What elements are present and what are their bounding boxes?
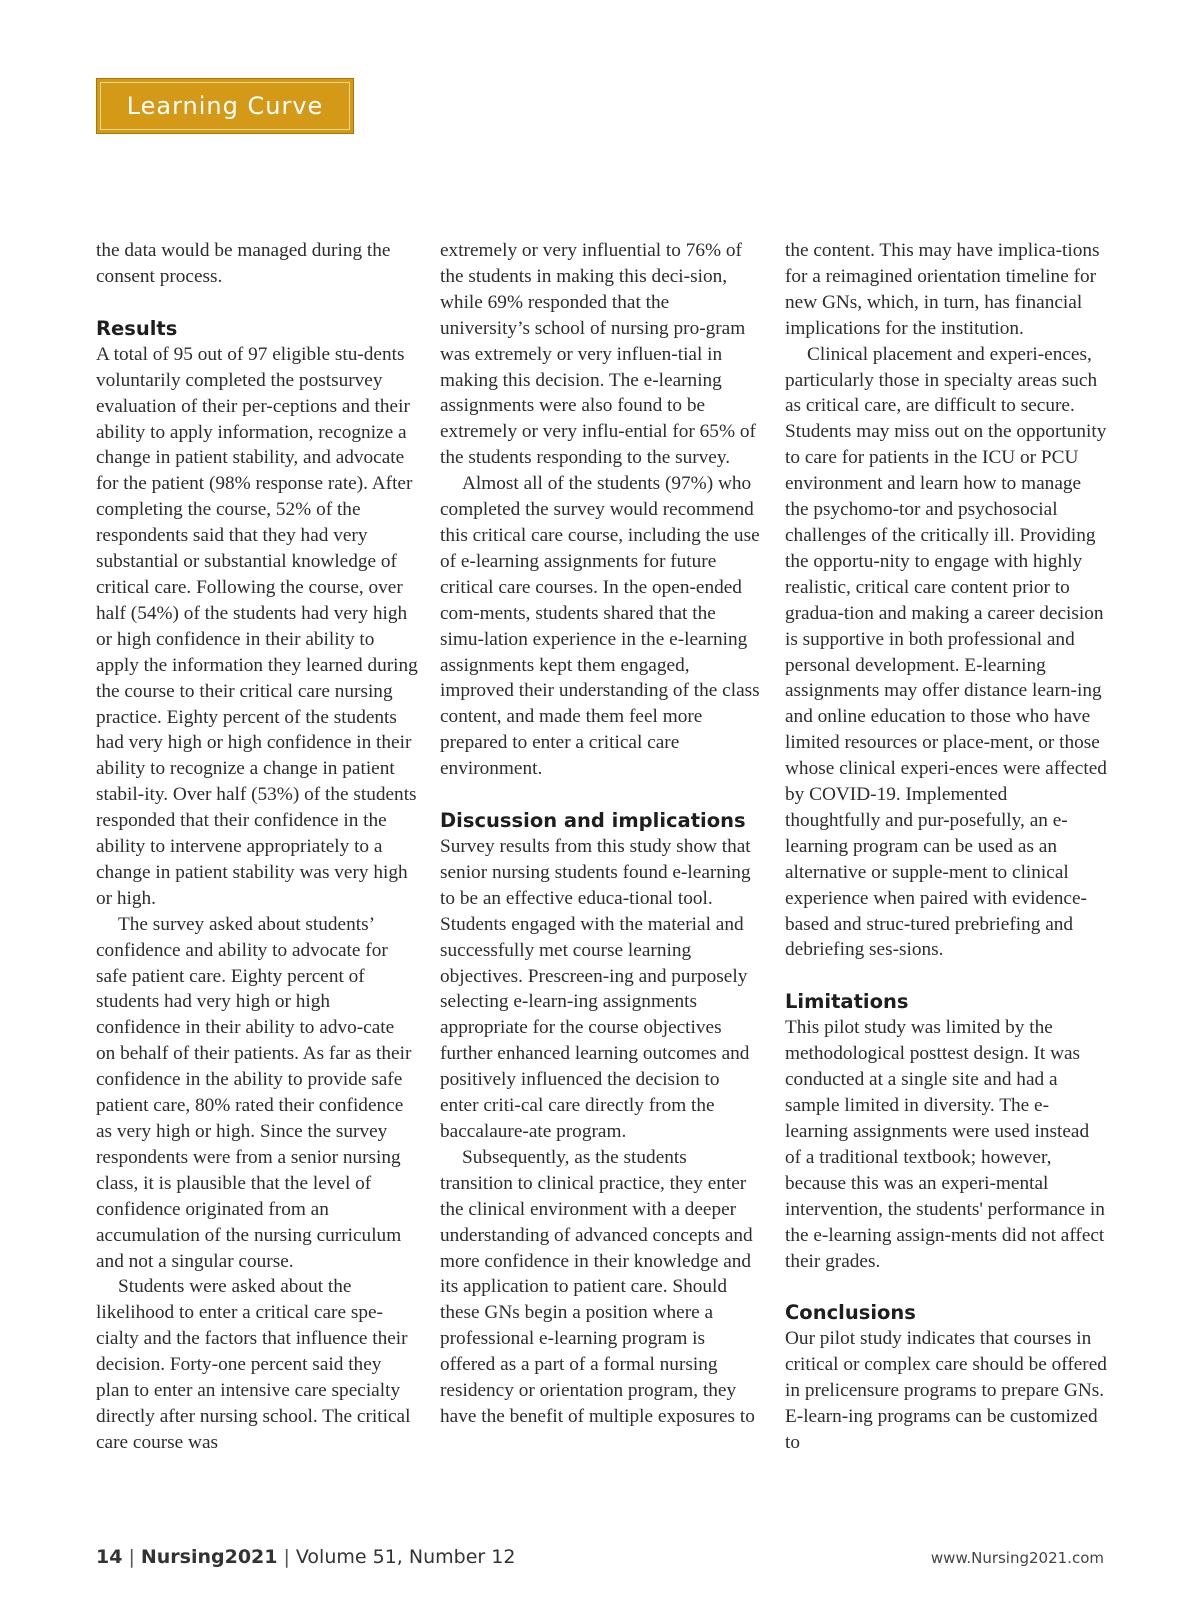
page-number: 14 (96, 1546, 123, 1568)
paragraph: extremely or very influential to 76% of the students in making this deci-sion, while 69% responded that the university’s school of nursing pro-gram was extremely or very influen-tial in making this decision. The e-learning assignments were also found to be extremely or very influ-ential for 65% of the students responding to the survey. (440, 240, 756, 469)
section-heading-limitations: Limitations (785, 990, 909, 1014)
section-banner (96, 78, 354, 134)
section-heading-results: Results (96, 316, 178, 340)
section-banner-label: Learning Curve (126, 92, 324, 120)
paragraph: Clinical placement and experi-ences, particularly those in specialty areas such as critical care, are difficult to secure. Students may miss out on the opportunity to care for patients in the ICU or PCU environment and learn how to manage the psychomo-tor and psychosocial challenges of the critically ill. Providing the opportu-nity to engage with highly realistic, critical care content prior to gradua-tion and making a career decision is supportive in both professional and personal development. E-learning assignments may offer distance learn-ing and online education to those who have limited resources or place-ment, or those whose clinical experi-ences were affected by COVID-19. Implemented thoughtfully and pur-posefully, an e-learning program can be used as an alternative or supple-ment to clinical experience when paired with evidence-based and struc-tured prebriefing and debriefing ses-sions. (785, 343, 1107, 961)
website-url: www.Nursing2021.com (930, 1549, 1104, 1567)
article-column-2 (440, 238, 762, 1430)
section-heading-discussion: Discussion and implications (440, 809, 746, 833)
paragraph: Our pilot study indicates that courses in critical or complex care should be offered in prelicensure programs to prepare GNs. E-learn-ing programs can be customized to (785, 1328, 1107, 1454)
footer-separator: | (283, 1546, 290, 1568)
paragraph: Subsequently, as the students transition to clinical practice, they enter the clinical environment with a deeper understanding of advanced concepts and more confidence in their knowledge and its application to patient care. Should these GNs begin a position where a professional e-learning program is offered as a part of a formal nursing residency or orientation program, they have the benefit of multiple exposures to (440, 1146, 755, 1427)
paragraph: A total of 95 out of 97 eligible stu-dents voluntarily completed the postsurvey evaluation of their per-ceptions and their ability to apply information, recognize a change in patient stability, and advocate for the patient (98% response rate). After completing the course, 52% of the respondents said that they had very substantial or substantial knowledge of critical care. Following the course, over half (54%) of the students had very high or high confidence in their ability to apply the information they learned during the course to their critical care nursing practice. Eighty percent of the students had very high or high confidence in their ability to recognize a change in patient stabil-ity. Over half (53%) of the students responded that their confidence in the ability to intervene appropriately to a change in patient stability was very high or high. (96, 343, 418, 909)
paragraph: Almost all of the students (97%) who completed the survey would recommend this critical care course, including the use of e-learning assignments for future critical care courses. In the open-ended com-ments, students shared that the simu-lation experience in the e-learning assignments kept them engaged, improved their understanding of the class content, and made them feel more prepared to enter a critical care environment. (440, 473, 760, 780)
paragraph: the data would be managed during the consent process. (96, 240, 391, 287)
footer-folio (96, 1546, 515, 1568)
footer-separator: | (128, 1546, 135, 1568)
paragraph: the content. This may have implica-tions for a reimagined orientation timeline for new GNs, which, in turn, has financial implications for the institution. (785, 240, 1100, 339)
publication-name: Nursing2021 (140, 1546, 278, 1568)
article-column-3 (785, 238, 1107, 1456)
paragraph: Students were asked about the likelihood to enter a critical care spe-cialty and the factors that influence their decision. Forty-one percent said they plan to enter an intensive care specialty directly after nursing school. The critical care course was (96, 1276, 411, 1453)
issue-info: Volume 51, Number 12 (295, 1546, 516, 1568)
paragraph: The survey asked about students’ confidence and ability to advocate for safe patient care. Eighty percent of students had very high or high confidence in their ability to advo-cate on behalf of their patients. As far as their confidence in the ability to provide safe patient care, 80% rated their confidence as very high or high. Since the survey respondents were from a senior nursing class, it is plausible that the level of confidence originated from an accumulation of the nursing curriculum and not a singular course. (96, 913, 412, 1272)
section-heading-conclusions: Conclusions (785, 1301, 916, 1325)
paragraph: This pilot study was limited by the methodological posttest design. It was conducted at a single site and had a sample limited in diversity. The e-learning assignments were used instead of a traditional textbook; however, because this was an experi-mental intervention, the students' performance in the e-learning assign-ments did not affect their grades. (785, 1017, 1105, 1272)
page-footer (96, 1546, 1104, 1574)
paragraph: Survey results from this study show that senior nursing students found e-learning to be an effective educa-tional tool. Students engaged with the material and successfully met course learning objectives. Prescreen-ing and purposely selecting e-learn-ing assignments appropriate for the course objectives further enhanced learning outcomes and positively influenced the decision to enter criti-cal care directly from the baccalaure-ate program. (440, 836, 751, 1142)
article-column-1 (96, 238, 418, 1456)
